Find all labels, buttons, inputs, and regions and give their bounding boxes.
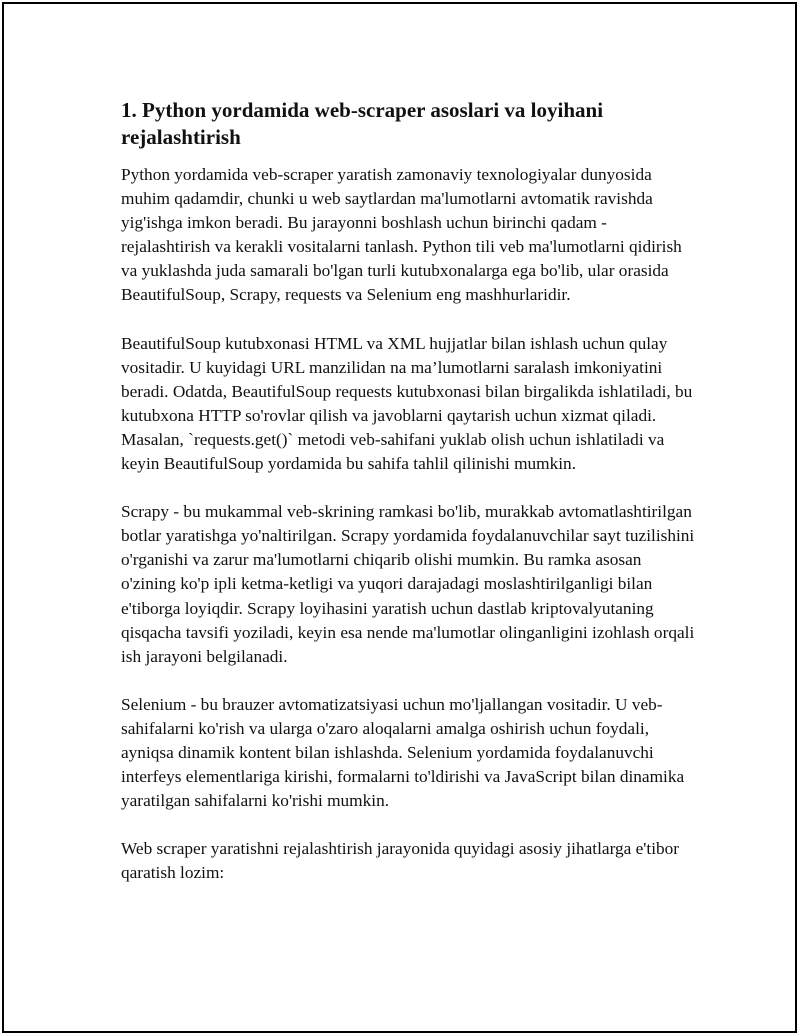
document-body	[121, 97, 696, 909]
paragraph-selenium: Selenium - bu brauzer avtomatizatsiyasi uchun mo'ljallangan vositadir. U veb-sahifalarni ko'rish va ularga o'zaro aloqalarni amalga oshirish uchun foydali, ayniqsa dinamik kontent bilan ishlashda. Selenium yordamida foydalanuvchi interfeys elementlariga kirishi, formalarni to'ldirishi va JavaScript bilan dinamika yaratilgan sahifalarni ko'rishi mumkin.	[121, 694, 685, 811]
section-heading: 1. Python yordamida web-scraper asoslari va loyihani rejalashtirish	[121, 98, 604, 149]
paragraph-beautifulsoup: BeautifulSoup kutubxonasi HTML va XML hujjatlar bilan ishlash uchun qulay vositadir. U kuyidagi URL manzilidan na ma’lumotlarni saralash imkoniyatini beradi. Odatda, BeautifulSoup requests kutubxonasi bilan birgalikda ishlatiladi, bu kutubxona HTTP so'rovlar qilish va javoblarni qaytarish uchun xizmat qiladi. Masalan, `requests.get()` metodi veb-sahifani yuklab olish uchun ishlatiladi va keyin BeautifulSoup yordamida bu sahifa tahlil qilinishi mumkin.	[121, 333, 693, 474]
paragraph-intro: Python yordamida veb-scraper yaratish zamonaviy texnologiyalar dunyosida muhim qadamdir, chunki u web saytlardan ma'lumotlarni avtomatik ravishda yig'ishga imkon beradi. Bu jarayonni boshlash uchun birinchi qadam - rejalashtirish va kerakli vositalarni tanlash. Python tili veb ma'lumotlarni qidirish va yuklashda juda samarali bo'lgan turli kutubxonalarga ega bo'lib, ular orasida BeautifulSoup, Scrapy, requests va Selenium eng mashhurlaridir.	[121, 165, 682, 305]
paragraph-planning: Web scraper yaratishni rejalashtirish jarayonida quyidagi asosiy jihatlarga e'tibor qaratish lozim:	[121, 839, 680, 883]
paragraph-scrapy: Scrapy - bu mukammal veb-skrining ramkasi bo'lib, murakkab avtomatlashtirilgan botlar yaratishga yo'naltirilgan. Scrapy yordamida foydalanuvchilar sayt tuzilishini o'rganishi va zarur ma'lumotlarni chiqarib olishi mumkin. Bu ramka asosan o'zining ko'p ipli ketma-ketligi va yuqori darajadagi moslashtirilganligi bilan e'tiborga loyiqdir. Scrapy loyihasini yaratish uchun dastlab kriptovalyutaning qisqacha tavsifi yoziladi, keyin esa nende ma'lumotlar olinganligini izohlash orqali ish jarayoni belgilanadi.	[121, 502, 695, 666]
page-frame	[2, 2, 797, 1033]
